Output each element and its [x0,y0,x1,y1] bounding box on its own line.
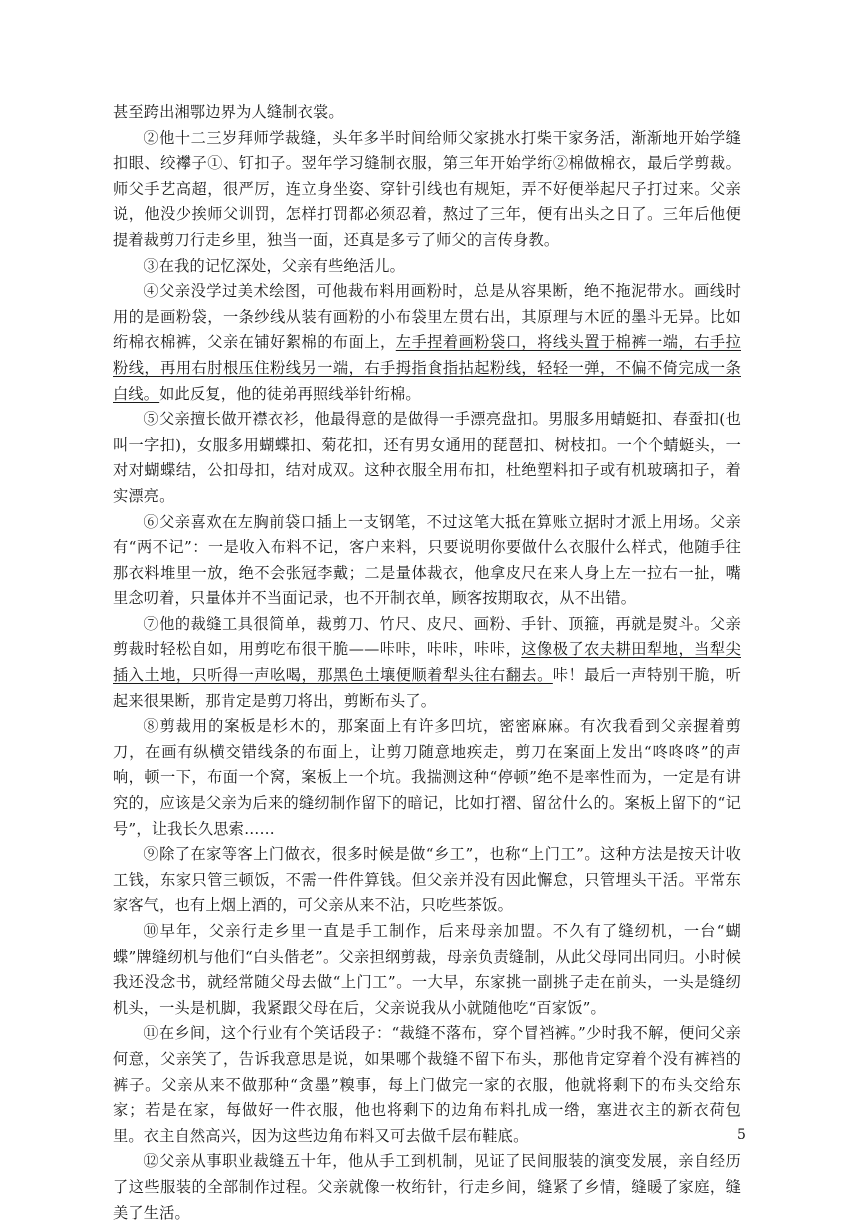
paragraph-text: 如此反复，他的徒弟再照线举针绗棉。 [159,384,421,403]
paragraph-text: ⑤父亲擅长做开襟衣衫，他最得意的是做得一手漂亮盘扣。男服多用蜻蜓扣、春蚕扣(也叫一字扣)，女服多用蝴蝶扣、菊花扣，还有男女通用的琵琶扣、树枝扣。一个个蜻蜓头，一对对蝴蝶结，公扣母扣，结对成双。这种衣服全用布扣，杜绝塑料扣子或有机玻璃扣子，着实漂亮。 [113,410,741,505]
paragraph [113,407,741,509]
paragraph [113,612,741,714]
paragraph-text: ②他十二三岁拜师学裁缝，头年多半时间给师父家挑水打柴干家务活，渐渐地开始学缝扣眼、绞襻子①、钉扣子。翌年学习缝制衣服，第三年开始学绗②棉做棉衣，最后学剪裁。师父手艺高超，很严厉，连立身坐姿、穿针引线也有规矩，弄不好便举起尺子打过来。父亲说，他没少挨师父训罚，怎样打罚都必须忍着，熬过了三年，便有出头之日了。三年后他便提着裁剪刀行走乡里，独当一面，还真是多亏了师父的言传身教。 [113,128,741,249]
paragraph [113,919,741,1021]
paragraph-text: 咔！最后一声特别干脆，听起来很果断，那肯定是剪刀将出，剪断布头了。 [113,666,741,710]
paragraph-text: ⑨除了在家等客上门做衣，很多时候是做“乡工”，也称“上门工”。这种方法是按天计收工钱，东家只管三顿饭，不需一件件算钱。但父亲并没有因此懈怠，只管埋头干活。平常东家客气，也有上烟上酒的，可父亲从来不沾，只吃些茶饭。 [113,845,741,915]
paragraph-text: ⑥父亲喜欢在左胸前袋口插上一支钢笔，不过这笔大抵在算账立据时才派上用场。父亲有“两不记”：一是收入布料不记，客户来料，只要说明你要做什么衣服什么样式，他随手往那衣料堆里一放，绝不会张冠李戴；二是量体裁衣，他拿皮尺在来人身上左一拉右一扯，嘴里念叨着，只量体并不当面记录，也不开制衣单，顾客按期取衣，从不出错。 [113,512,741,608]
paragraph [113,714,741,842]
paragraph-text: ③在我的记忆深处，父亲有些绝活儿。 [143,256,405,275]
paragraph [113,510,741,612]
paragraph-text: ⑫父亲从事职业裁缝五十年，他从手工到机制，见证了民间服装的演变发展，亲自经历了这些服装的全部制作过程。父亲就像一枚绗针，行走乡间，缝紧了乡情，缝暖了家庭，缝美了生活。 [113,1152,741,1222]
underlined-text: 左手捏着画粉袋口，将线头置于棉裤一端，右手拉粉线，再用右肘根压住粉线另一端，右手拇指食指拈起粉线，轻轻一弹，不偏不倚完成一条白线。 [113,333,741,403]
paragraph [113,842,741,919]
article-body [113,100,741,1226]
paragraph [113,126,741,254]
paragraph-text: ⑪在乡间，这个行业有个笑话段子：“裁缝不落布，穿个冒裆裤。”少时我不解，便问父亲何意，父亲笑了，告诉我意思是说，如果哪个裁缝不留下布头，那他肯定穿着个没有裤裆的裤子。父亲从来不做那种“贪墨”糗事，每上门做完一家的衣服，他就将剩下的布头交给东家；若是在家，每做好一件衣服，他也将剩下的边角布料扎成一绺，塞进衣主的新衣荷包里。衣主自然高兴，因为这些边角布料又可去做千层布鞋底。 [113,1024,741,1145]
page-number: 5 [737,1127,746,1143]
paragraph [113,1021,741,1149]
paragraph [113,1149,741,1226]
paragraph [113,100,741,126]
paragraph-text: ⑦他的裁缝工具很简单，裁剪刀、竹尺、皮尺、画粉、手针、顶箍，再就是熨斗。父亲剪裁时轻松自如，用剪吃布很干脆——咔咔，咔咔，咔咔， [113,614,741,659]
paragraph-text: ⑩早年，父亲行走乡里一直是手工制作，后来母亲加盟。不久有了缝纫机，一台“蝴蝶”牌缝纫机与他们“白头偕老”。父亲担纲剪裁，母亲负责缝制，从此父母同出同归。小时候我还没念书，就经常随父母去做“上门工”。一大早，东家挑一副挑子走在前头，一头是缝纫机头，一头是机脚，我紧跟父母在后，父亲说我从小就随他吃“百家饭”。 [113,922,741,1017]
paragraph-text: ④父亲没学过美术绘图，可他裁布料用画粉时，总是从容果断，绝不拖泥带水。画线时用的是画粉袋，一条纱线从装有画粉的小布袋里左贯右出，其原理与木匠的墨斗无异。比如绗棉衣棉裤，父亲在铺好絮棉的布面上， [113,282,741,352]
underlined-text: 这像极了农夫耕田犁地，当犁尖插入土地，只听得一声吆喝，那黑色土壤便顺着犁头往右翻去。 [113,640,741,685]
paragraph [113,254,741,280]
paragraph [113,279,741,407]
paragraph-text: 甚至跨出湘鄂边界为人缝制衣裳。 [113,103,344,121]
paragraph-text: ⑧剪裁用的案板是杉木的，那案面上有许多凹坑，密密麻麻。有次我看到父亲握着剪刀，在画有纵横交错线条的布面上，让剪刀随意地疾走，剪刀在案面上发出“咚咚咚”的声响，顿一下，布面一个窝，案板上一个坑。我揣测这种“停顿”绝不是率性而为，一定是有讲究的，应该是父亲为后来的缝纫制作留下的暗记，比如打褶、留岔什么的。案板上留下的“记号”，让我长久思索…… [113,717,741,838]
